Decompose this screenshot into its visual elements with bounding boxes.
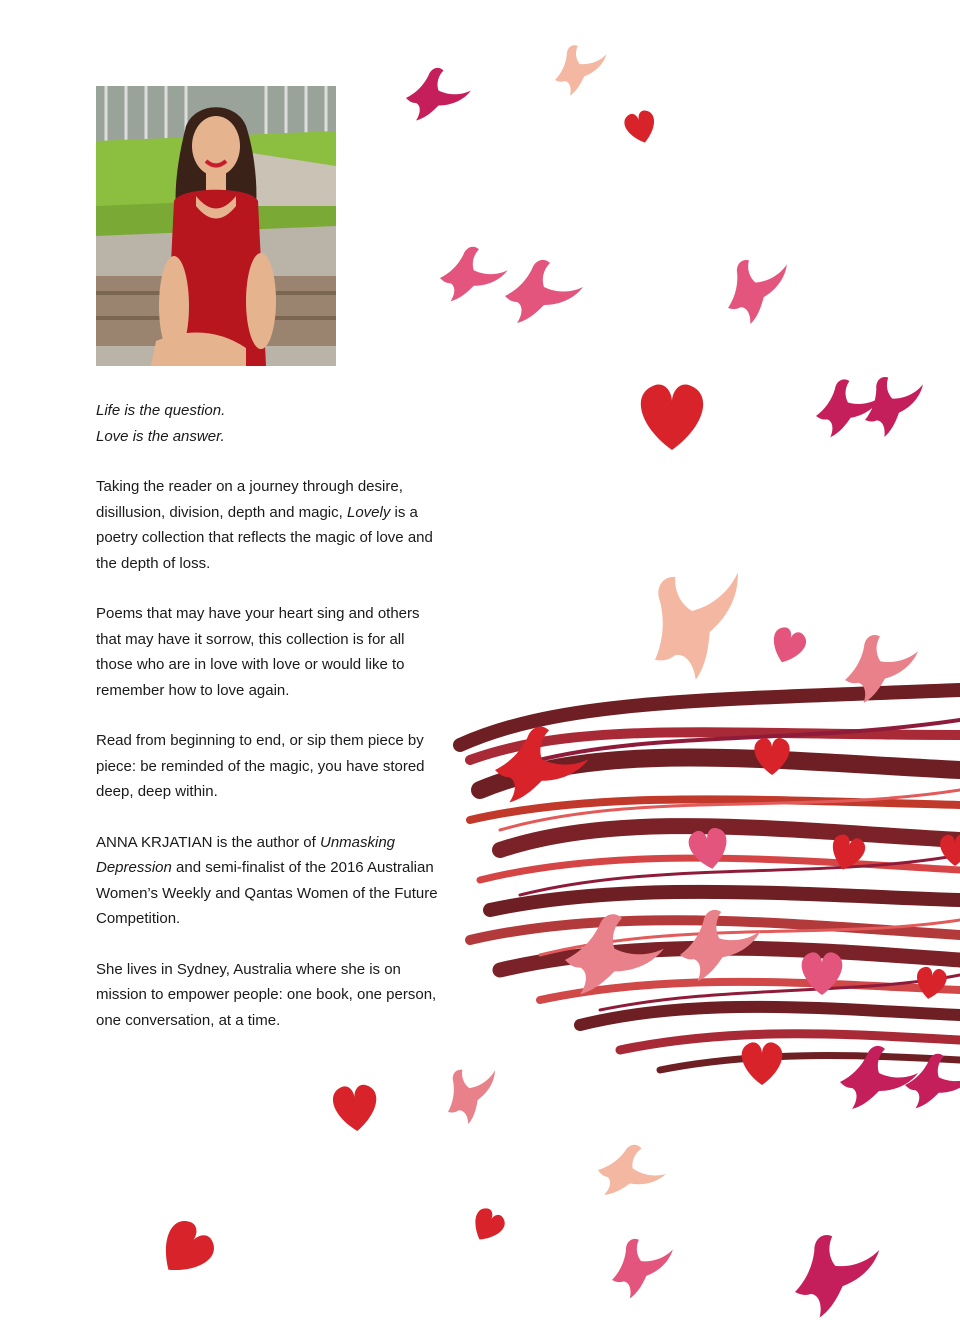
bird-icon xyxy=(431,1053,511,1130)
heart-icon xyxy=(940,835,960,866)
bird-icon xyxy=(546,36,616,99)
tagline-line: Love is the answer. xyxy=(96,427,225,445)
author-portrait-image xyxy=(96,86,336,366)
bird-icon xyxy=(711,242,804,329)
blurb-paragraph xyxy=(96,474,441,576)
heart-icon xyxy=(742,1042,783,1085)
heart-icon xyxy=(767,625,809,668)
tagline-line: Life is the question. xyxy=(96,402,226,419)
blurb-text: Taking the reader on a journey through desire, disillusion, division, depth and magic, xyxy=(96,478,403,521)
heart-icon xyxy=(641,385,703,450)
heart-icon xyxy=(913,965,948,1001)
bird-icon xyxy=(780,1219,894,1322)
bird-icon xyxy=(852,363,936,441)
bird-icon xyxy=(505,260,583,323)
heart-icon xyxy=(332,1084,379,1133)
bird-icon xyxy=(619,541,773,692)
blurb-paragraph: Read from beginning to end, or sip them piece by piece: be reminded of the magic, you have stored deep, deep within. xyxy=(96,732,425,800)
book-title: Lovely xyxy=(346,503,391,521)
bio-text: ANNA KRJATIAN is the author of xyxy=(96,833,320,851)
author-bio-paragraph xyxy=(96,830,441,932)
heart-icon xyxy=(754,738,789,775)
tagline xyxy=(96,398,441,449)
bird-icon xyxy=(594,1139,670,1205)
author-location-paragraph: She lives in Sydney, Australia where she is on mission to empower people: one book, one person, one conversation, at a time. xyxy=(96,960,437,1029)
previous-book-title: Unmasking Depression xyxy=(96,833,396,876)
bio-text: and semi-finalist of the 2016 Australian Women’s Weekly and Qantas Women of the Future Competition. xyxy=(96,859,438,927)
heart-icon xyxy=(622,109,659,147)
bird-icon xyxy=(406,68,471,121)
heart-icon xyxy=(150,1215,220,1286)
bird-icon xyxy=(601,1227,683,1302)
author-photo xyxy=(96,86,336,366)
back-cover-text xyxy=(96,398,441,1058)
bird-icon xyxy=(440,247,508,302)
blurb-text: is a poetry collection that reflects the magic of love and the depth of loss. xyxy=(96,503,433,572)
heart-icon xyxy=(467,1205,508,1247)
blurb-paragraph: Poems that may have your heart sing and others that may have it sorrow, this collection is for all those who are in love with love or would like to remember how to love again. xyxy=(96,605,420,699)
